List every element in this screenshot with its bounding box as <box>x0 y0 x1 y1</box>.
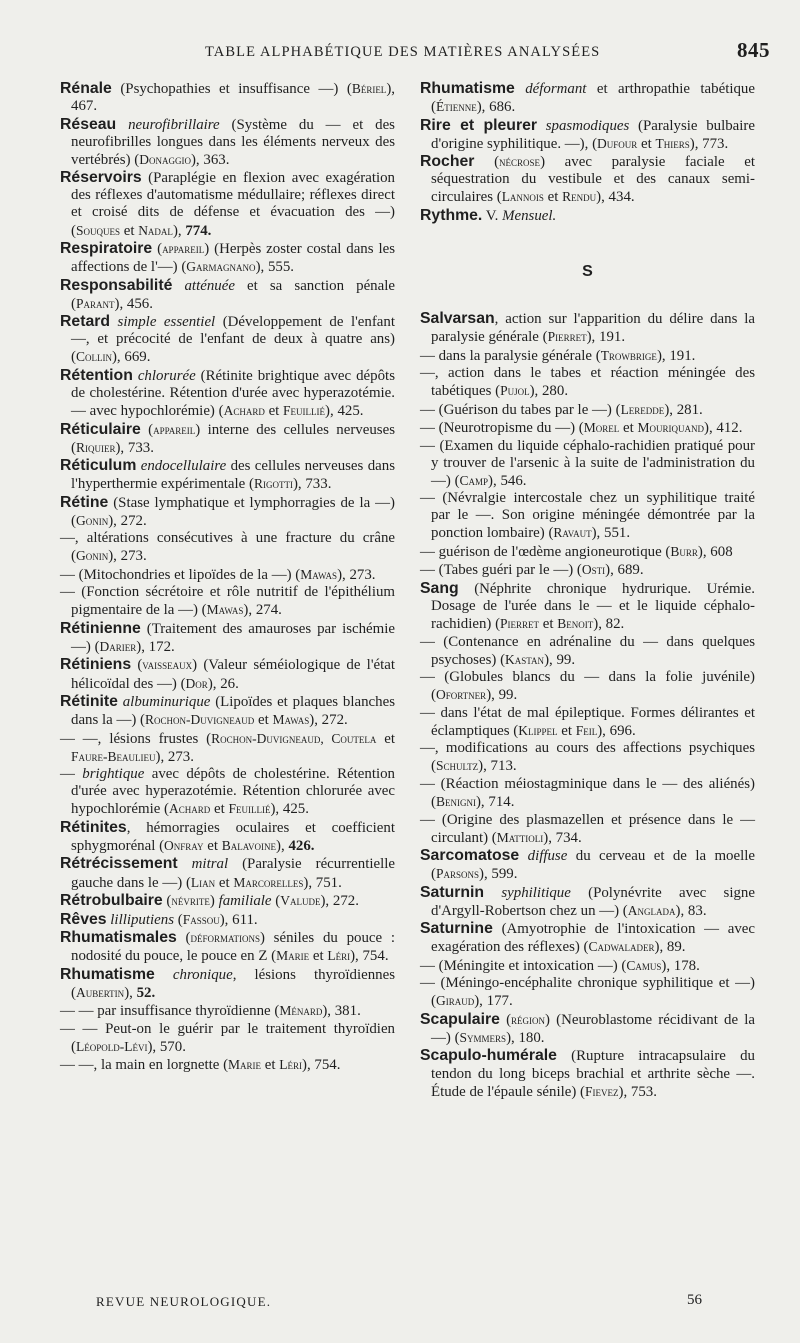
index-entry: Saturnine (Amyotrophie de l'intoxication — avec exagération des réflexes) (Cadwalader), 89. <box>420 920 755 956</box>
index-entry: Sarcomatose diffuse du cerveau et de la moelle (Parsons), 599. <box>420 847 755 883</box>
index-entry: Réseau neurofibrillaire (Système du — et des neurofibrilles longues dans les éléments nerveux des vertébrés) (Donaggio), 363. <box>60 115 395 168</box>
index-entry: Rétinienne (Traitement des amauroses par ischémie —) (Darier), 172. <box>60 619 395 655</box>
section-letter: S <box>582 262 593 280</box>
index-entry: Rétinites, hémorragies oculaires et coefficient sphygmorénal (Onfray et Balavoine), 426. <box>60 818 395 854</box>
index-entry: — —, la main en lorgnette (Marie et Léri), 754. <box>60 1057 341 1074</box>
journal-name: REVUE NEUROLOGIQUE. <box>96 1294 272 1309</box>
index-entry: — (Tabes guéri par le —) (Osti), 689. <box>420 562 644 579</box>
index-entry: — (Névralgie intercostale chez un syphilitique traité par le —. Son origine méningée démontrée par la ponction lombaire) (Ravaut), 551. <box>420 490 755 542</box>
index-entry: Rocher (nécrose) avec paralysie faciale et séquestration du vestibule et des canaux semi-circulaires (Lannois et Rendu), 434. <box>420 153 755 206</box>
index-entry: — (Examen du liquide céphalo-rachidien pratiqué pour y trouver de l'arsenic à la suite de l'administration du —) (Camp), 546. <box>420 437 755 489</box>
index-entry: Rire et pleurer spasmodiques (Paralysie bulbaire d'origine syphilitique. —), (Dufour et Thiers), 773. <box>420 116 755 152</box>
index-entry: — (Mitochondries et lipoïdes de la —) (Mawas), 273. <box>60 566 376 583</box>
index-entry: — (Guérison du tabes par le —) (Leredde), 281. <box>420 401 703 418</box>
running-header <box>60 38 770 64</box>
index-entry: Réservoirs (Paraplégie en flexion avec exagération des réflexes d'automatisme médullaire; réflexes direct et croisé dits de défense et évacuation des —) (Souques et Nadal), 774. <box>60 169 395 239</box>
page-number: 845 <box>737 38 770 62</box>
index-entry: — (Méningo-encéphalite chronique syphilitique et —) (Giraud), 177. <box>420 975 755 1010</box>
index-entry: Salvarsan, action sur l'apparition du délire dans la paralysie générale (Pierret), 191. <box>420 310 755 346</box>
index-entry: — brightique avec dépôts de cholestérine. Rétention d'urée avec hyperazotémie. Rétention chlorurée avec hypochlorémie (Achard et Feuillié), 425. <box>60 766 395 818</box>
index-entry: Responsabilité atténuée et sa sanction pénale (Parant), 456. <box>60 276 395 312</box>
index-entry: — (Méningite et intoxication —) (Camus), 178. <box>420 957 700 974</box>
index-entry: — (Réaction méiostagminique dans le — des aliénés) (Benigni), 714. <box>420 775 755 811</box>
index-entry: Rétine (Stase lymphatique et lymphorragies de la —) (Gonin), 272. <box>60 493 395 529</box>
index-entry: Saturnin syphilitique (Polynévrite avec signe d'Argyll-Robertson chez un —) (Anglada), 83. <box>420 883 755 919</box>
index-entry: — —, lésions frustes (Rochon-Duvigneaud, Coutela et Faure-Beaulieu), 273. <box>60 730 395 765</box>
index-entry: — (Globules blancs du — dans la folie juvénile) (Ofortner), 99. <box>420 669 755 704</box>
index-entry: Rythme. V. Mensuel. <box>420 206 557 224</box>
index-entry: Sang (Néphrite chronique hydrurique. Urémie. Dosage de l'urée dans le — et le liquide céphalo-rachidien) (Pierret et Benoit), 82. <box>420 579 755 633</box>
index-entry: Rhumatisme déformant et arthropathie tabétique (Étienne), 686. <box>420 80 755 116</box>
running-title: TABLE ALPHABÉTIQUE DES MATIÈRES ANALYSÉES <box>205 44 601 60</box>
sheet-number: 56 <box>687 1292 702 1308</box>
index-entry: Rhumatisme chronique, lésions thyroïdiennes (Aubertin), 52. <box>60 965 395 1001</box>
index-entry: — (Fonction sécrétoire et rôle nutritif de l'épithélium pigmentaire de la —) (Mawas), 274. <box>60 584 395 619</box>
index-entry: Rétrécissement mitral (Paralysie récurrentielle gauche dans le —) (Lian et Marcorelles), 751. <box>60 855 395 891</box>
index-entry: Réticulum endocellulaire des cellules nerveuses dans l'hyperthermie expérimentale (Rigotti), 733. <box>60 457 395 493</box>
index-entry: — (Origine des plasmazellen et présence dans le — circulant) (Mattioli), 734. <box>420 811 755 846</box>
right-column <box>420 80 755 1101</box>
index-entry: Rétention chlorurée (Rétinite brightique avec dépôts de cholestérine. Rétention d'urée avec hyperazotémie. — avec hypochlorémie) (Achard et Feuillié), 425. <box>60 366 395 420</box>
index-entry: — dans la paralysie générale (Trowbrige), 191. <box>420 347 696 364</box>
index-entry: Scapulaire (région) (Neuroblastome récidivant de la —) (Symmers), 180. <box>420 1010 755 1046</box>
index-entry: —, altérations consécutives à une fracture du crâne (Gonin), 273. <box>60 530 395 565</box>
index-entry: — dans l'état de mal épileptique. Formes délirantes et éclamptiques (Klippel et Feil), 696. <box>420 704 755 739</box>
index-entry: —, action dans le tabes et réaction méningée des tabétiques (Pujol), 280. <box>420 365 755 400</box>
index-entry: Retard simple essentiel (Développement de l'enfant —, et précocité de l'enfant de deux à quatre ans) (Collin), 669. <box>60 313 395 366</box>
index-entry: — (Contenance en adrénaline du — dans quelques psychoses) (Kastan), 99. <box>420 633 755 668</box>
index-entry: — (Neurotropisme du —) (Morel et Mouriquand), 412. <box>420 420 743 437</box>
page-footer <box>60 1294 702 1314</box>
index-entry: Réticulaire (appareil) interne des cellules nerveuses (Riquier), 733. <box>60 420 396 456</box>
index-entry: — guérison de l'œdème angioneurotique (Burr), 608 <box>420 543 733 560</box>
index-entry: Rénale (Psychopathies et insuffisance —) (Bériel), 467. <box>60 80 395 115</box>
index-entry: — — par insuffisance thyroïdienne (Ménard), 381. <box>60 1003 361 1020</box>
index-entry: Rhumatismales (déformations) séniles du pouce : nodosité du pouce, le pouce en Z (Marie et Léri), 754. <box>60 929 395 965</box>
left-column <box>60 80 395 1075</box>
index-entry: —, modifications au cours des affections psychiques (Schultz), 713. <box>420 740 755 775</box>
index-entry: Rêves lilliputiens (Fassou), 611. <box>60 910 258 928</box>
index-entry: Rétiniens (vaisseaux) (Valeur séméiologique de l'état hélicoïdal des —) (Dor), 26. <box>60 656 395 692</box>
index-entry: — — Peut-on le guérir par le traitement thyroïdien (Léopold-Lévi), 570. <box>60 1020 395 1055</box>
index-entry: Scapulo-humérale (Rupture intracapsulaire du tendon du long biceps brachial et arthrite sèche —. Étude de l'épaule sénile) (Fievez), 753. <box>420 1047 755 1100</box>
index-entry: Respiratoire (appareil) (Herpès zoster costal dans les affections de l'—) (Garmagnano), 555. <box>60 240 395 276</box>
index-entry: Rétinite albuminurique (Lipoïdes et plaques blanches dans la —) (Rochon-Duvigneaud et Mawas), 272. <box>60 693 395 729</box>
index-entry: Rétrobulbaire (névrite) familiale (Valude), 272. <box>60 892 359 910</box>
